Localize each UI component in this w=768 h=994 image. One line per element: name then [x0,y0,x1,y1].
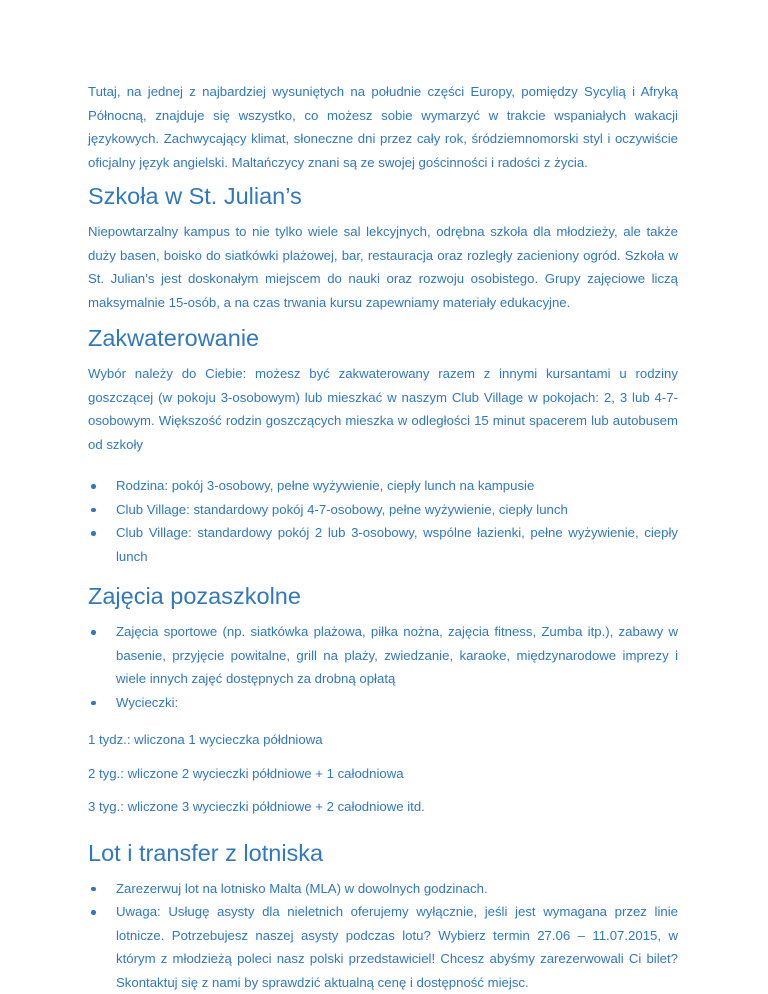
trip-line: 2 tyg.: wliczone 2 wycieczki półdniowe + 1 całodniowa [88,765,404,781]
school-heading: Szkoła w St. Julian’s [88,183,302,209]
document-content [88,80,678,994]
list-item: Club Village: standardowy pokój 2 lub 3-osobowy, wspólne łazienki, pełne wyżywienie, ciepły lunch [88,521,678,568]
list-item: Rodzina: pokój 3-osobowy, pełne wyżywienie, ciepły lunch na kampusie [88,474,678,498]
activities-list [88,620,678,714]
list-item: Club Village: standardowy pokój 4-7-osobowy, pełne wyżywienie, ciepły lunch [88,498,678,522]
flight-heading: Lot i transfer z lotniska [88,839,324,866]
intro-paragraph: Tutaj, na jednej z najbardziej wysuniętych na południe części Europy, pomiędzy Sycylią i Afryką Północną, znajduje się wszystko, co możesz sobie wymarzyć w trakcie wspaniałych wakacji językowych. Zachwycający klimat, słoneczne dni przez cały rok, śródziemnomorski styl i oczywiście oficjalny język angielski. Maltańczycy znani są ze swojej gościnności i radości z życia. [88,84,678,170]
list-item: Wycieczki: [88,691,678,715]
list-item: Zarezerwuj lot na lotnisko Malta (MLA) w dowolnych godzinach. [88,877,678,901]
trip-line: 3 tyg.: wliczone 3 wycieczki półdniowe + 2 całodniowe itd. [88,799,425,814]
list-item: Uwaga: Usługę asysty dla nieletnich oferujemy wyłącznie, jeśli jest wymagana przez linie lotnicze. Potrzebujesz naszej asysty podczas lotu? Wybierz termin 27.06 – 11.07.2015, w którym z młodzieżą poleci nasz polski przedstawiciel! Chcesz abyśmy zarezerwowali Ci bilet? Skontaktuj się z nami by sprawdzić aktualną cenę i dostępność miejsc. [88,900,678,994]
accommodation-heading: Zakwaterowanie [88,325,260,351]
list-item: Zajęcia sportowe (np. siatkówka plażowa, piłka nożna, zajęcia fitness, Zumba itp.), zabawy w basenie, przyjęcie powitalne, grill na plaży, zwiedzanie, karaoke, międzynarodowe imprezy i wiele innych zajęć dostępnych za drobną opłatą [88,620,678,691]
trip-line: 1 tydz.: wliczona 1 wycieczka półdniowa [88,732,323,747]
accommodation-paragraph: Wybór należy do Ciebie: możesz być zakwaterowany razem z innymi kursantami u rodziny goszczącej (w pokoju 3-osobowym) lub mieszkać w naszym Club Village w pokojach: 2, 3 lub 4-7-osobowym. Większość rodzin goszczących mieszka w odległości 15 minut spacerem lub autobusem od szkoły [88,366,678,452]
activities-heading: Zajęcia pozaszkolne [88,583,301,609]
flight-list [88,877,678,994]
school-paragraph: Niepowtarzalny kampus to nie tylko wiele sal lekcyjnych, odrębna szkoła dla młodzieży, ale także duży basen, boisko do siatkówki plażowej, bar, restauracja oraz rozległy zacieniony ogród. Szkoła w St. Julian’s jest doskonałym miejscem do nauki oraz rozwoju osobistego. Grupy zajęciowe liczą maksymalnie 15-osób, a na czas trwania kursu zapewniamy materiały edukacyjne. [88,224,678,310]
accommodation-list [88,474,678,568]
